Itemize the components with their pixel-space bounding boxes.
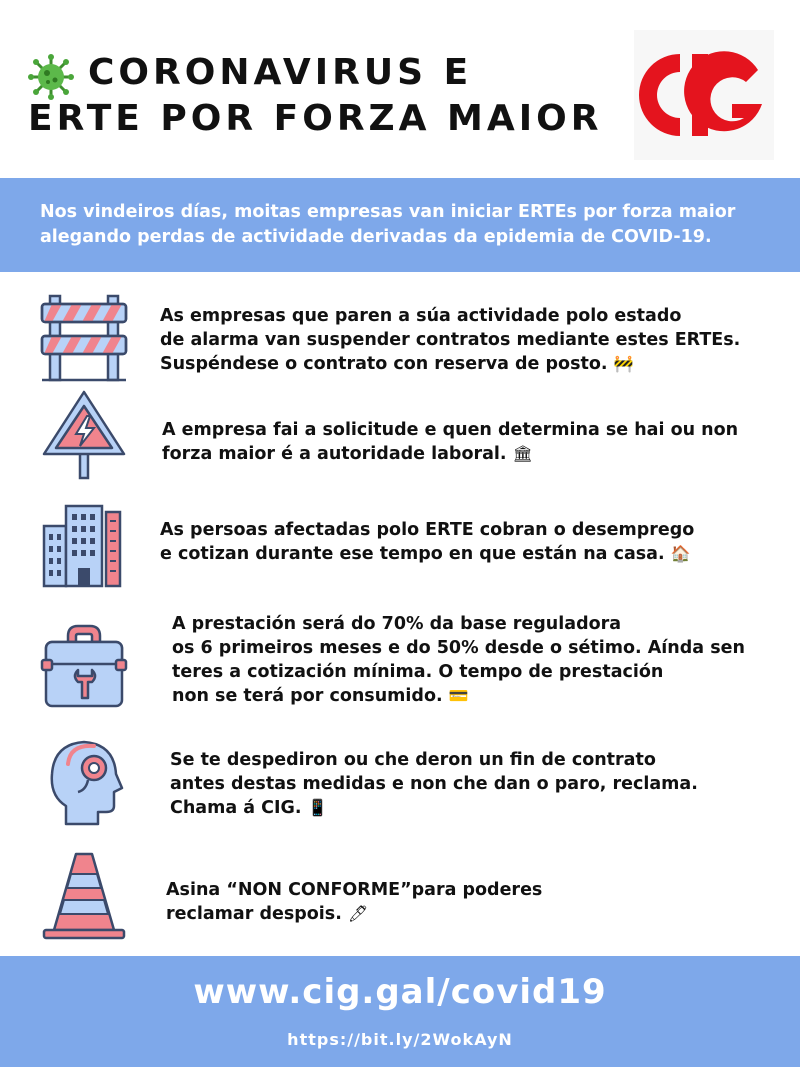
headset-head-icon [38,734,130,826]
warning-sign-icon [38,388,130,480]
item-text: As persoas afectadas polo ERTE cobran o desemprego e cotizan durante ese tempo en que están na casa. 🏠 [160,520,695,564]
footer [0,956,800,1067]
construction-emoji: 🚧 [613,354,634,373]
website-link[interactable]: www.cig.gal/covid19 [193,972,607,1012]
item-text: A prestación será do 70% da base reguladora os 6 primeiros meses e do 50% desde o sétimo. Aínda sen teres a cotización mínima. O tempo de prestación non se terá por consumido. 💳 [172,614,745,706]
item-text: A empresa fai a solicitude e quen determina se hai ou non forza maior é a autoridade laboral. 🏛 [162,420,739,464]
pen-emoji: 🖊 [347,904,369,923]
building-icon [38,498,130,590]
item-text: As empresas que paren a súa actividade polo estado de alarma van suspender contratos mediante estes ERTEs. Suspéndese o contrato con reserva de posto. 🚧 [160,306,741,374]
page-title-line-2: ERTE POR FORZA MAIOR [28,98,603,139]
bank-emoji: 🏛 [512,444,533,463]
toolbox-icon [38,620,130,712]
credit-card-emoji: 💳 [448,686,469,705]
virus-icon [28,54,74,100]
house-emoji: 🏠 [670,544,691,563]
traffic-cone-icon [38,850,130,942]
intro-banner [0,178,800,272]
header [0,0,800,178]
short-link[interactable]: https://bit.ly/2WokAyN [287,1030,513,1049]
cig-logo [634,30,774,160]
mobile-phone-emoji: 📱 [307,798,328,817]
page-title-line-1: CORONAVIRUS E [88,52,473,93]
item-text: Asina “NON CONFORME”para poderes reclamar despois. 🖊 [166,880,543,924]
item-text: Se te despediron ou che deron un fin de contrato antes destas medidas e non che dan o paro, reclama. Chama á CIG. 📱 [170,750,698,818]
intro-text: Nos vindeiros días, moitas empresas van iniciar ERTEs por forza maior alegando perdas de actividade derivadas da epidemia de COVID-19. [40,202,736,247]
barrier-icon [38,292,130,384]
